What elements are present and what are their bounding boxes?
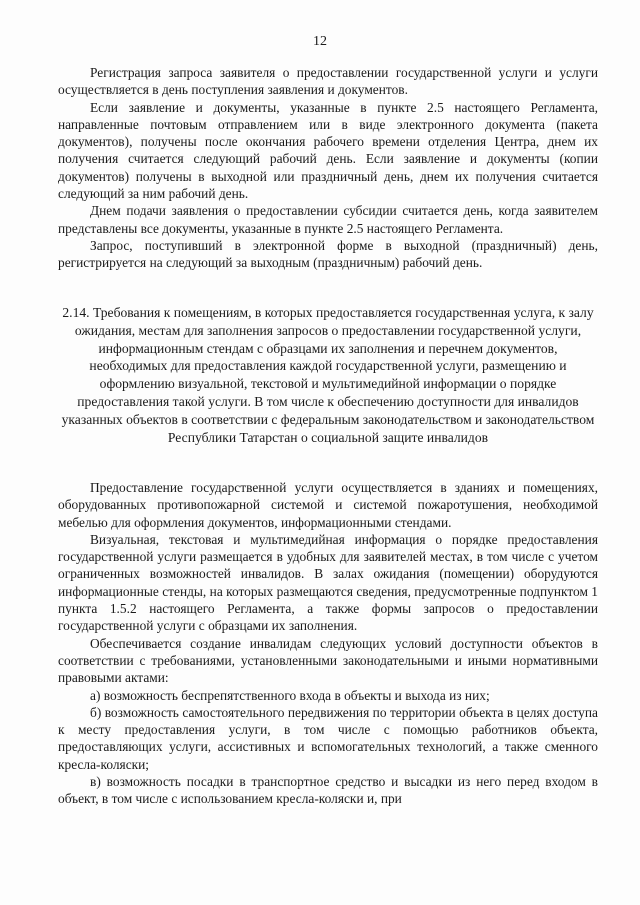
bottom-text-block bbox=[58, 479, 598, 808]
paragraph: Регистрация запроса заявителя о предоставлении государственной услуги и услуги осуществляется в день поступления заявления и документов. bbox=[58, 65, 598, 98]
paragraph: Запрос, поступивший в электронной форме в выходной (праздничный) день, регистрируется на следующий за выходным (праздничным) рабочий день. bbox=[58, 237, 598, 271]
paragraph: Визуальная, текстовая и мультимедийная информация о порядке предоставления государственной услуги размещается в удобных для заявителей местах, в том числе с учетом ограниченных возможностей инвалидов. В залах ожидания (помещении) оборудуются информационные стенды, на которых размещаются сведения, предусмотренные подпунктом 1 пункта 1.5.2 настоящего Регламента, а также формы запросов о предоставлении государственной услуги с образцами их заполнения. bbox=[58, 531, 598, 634]
top-text-block bbox=[58, 64, 598, 272]
paragraph: б) возможность самостоятельного передвижения по территории объекта в целях доступа к месту предоставления услуги, в том числе с помощью работников объекта, предоставляющих услуги, ассистивных и вспомогательных технологий, а также сменного кресла-коляски; bbox=[58, 704, 598, 772]
paragraph: в) возможность посадки в транспортное средство и высадки из него перед входом в объект, в том числе с использованием кресла-коляски и, при bbox=[58, 774, 598, 807]
page-number: 12 bbox=[313, 34, 327, 49]
paragraph: Днем подачи заявления о предоставлении субсидии считается день, когда заявителем представлены все документы, указанные в пункте 2.5 настоящего Регламента. bbox=[58, 203, 598, 236]
paragraph: Обеспечивается создание инвалидам следующих условий доступности объектов в соответствии с требованиями, установленными законодательными и иными нормативными правовыми актами: bbox=[58, 635, 598, 686]
paragraph: Предоставление государственной услуги осуществляется в зданиях и помещениях, оборудованных противопожарной системой и системой пожаротушения, необходимой мебелью для оформления документов, информационными стендами. bbox=[58, 480, 598, 530]
section-heading: 2.14. Требования к помещениям, в которых предоставляется государственная услуга, к залу ожидания, местам для заполнения запросов о предоставлении государственной услуги, информационным стендам с образцами их заполнения и перечнем документов, необходимых для предоставления каждой государственной услуги, размещению и оформлению визуальной, текстовой и мультимедийной информации о порядке предоставления такой услуги. В том числе к обеспечению доступности для инвалидов указанных объектов в соответствии с федеральным законодательством и законодательством Республики Татарстан о социальной защите инвалидов bbox=[61, 305, 595, 445]
paragraph: Если заявление и документы, указанные в пункте 2.5 настоящего Регламента, направленные почтовым отправлением или в виде электронного документа (пакета документов), получены после окончания рабочего времени отделения Центра, днем их получения считается следующий рабочий день. Если заявление и документы (копии документов) получены в выходной или праздничный день, днем их получения считается следующий за ним рабочий день. bbox=[58, 99, 598, 202]
paragraph: а) возможность беспрепятственного входа в объекты и выхода из них; bbox=[90, 687, 490, 703]
